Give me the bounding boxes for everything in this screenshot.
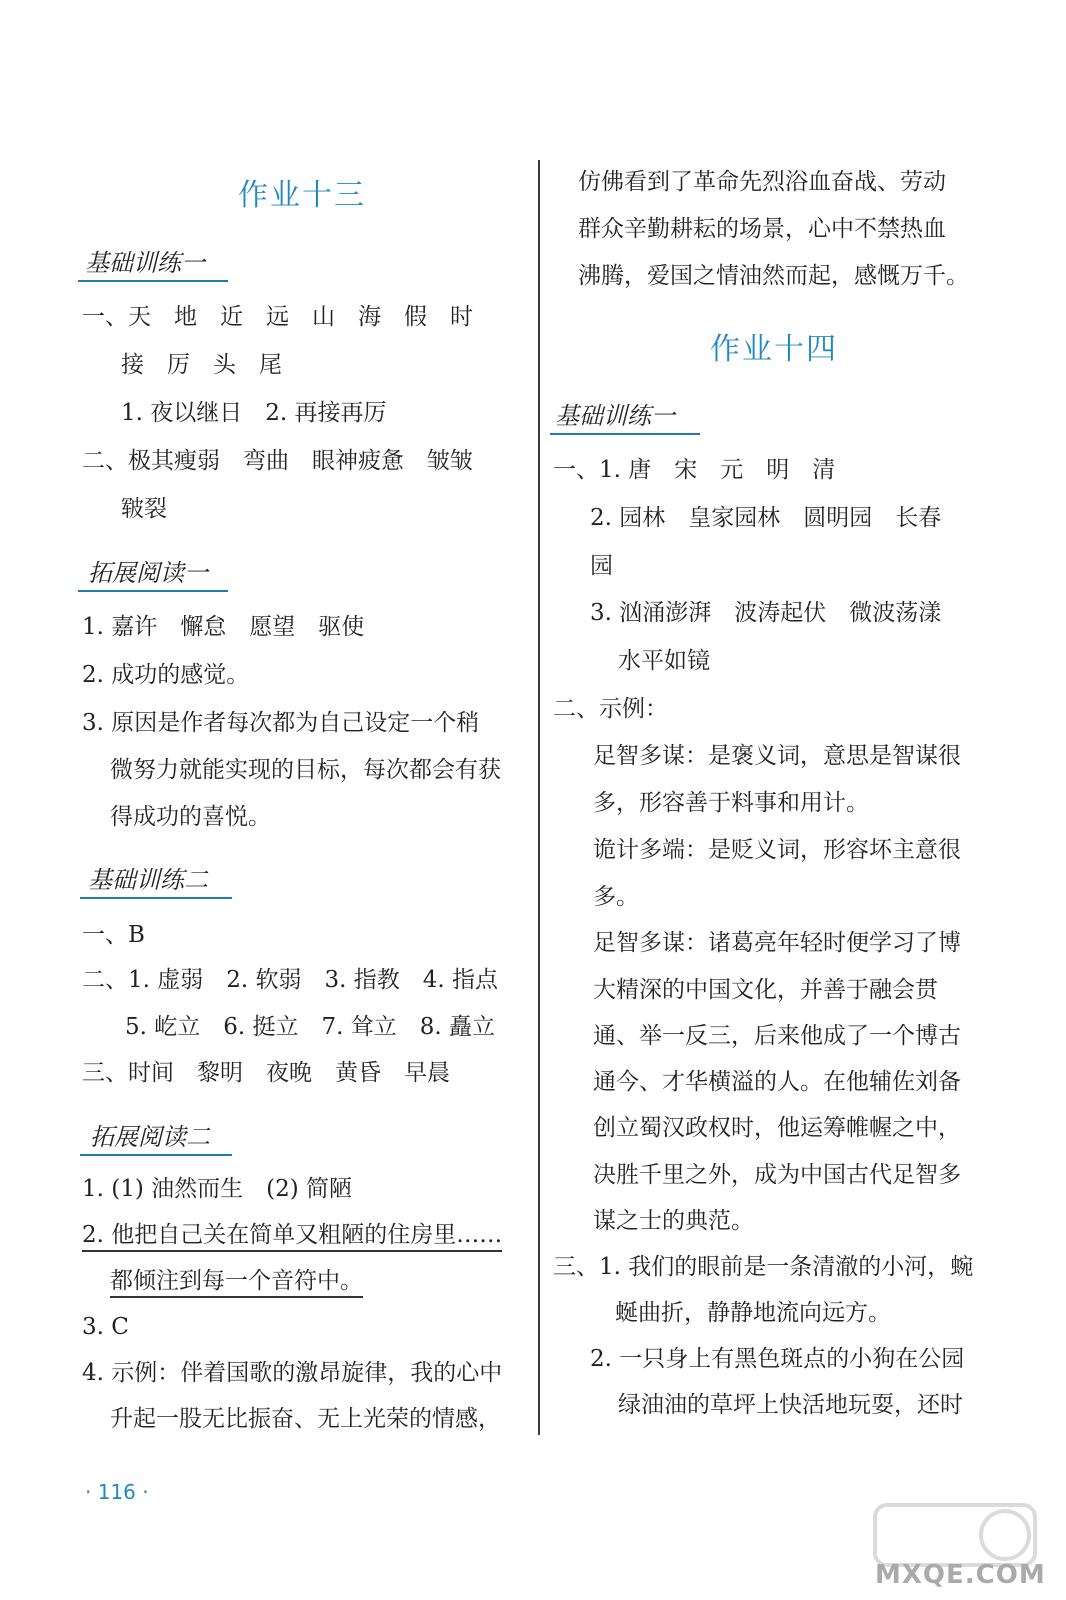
text-line: 1. 嘉许 懈怠 愿望 驱使	[82, 614, 365, 640]
watermark-text: MXQE.COM	[875, 1560, 1046, 1590]
text-line: 谋之士的典范。	[593, 1208, 754, 1234]
text-line: 得成功的喜悦。	[110, 804, 271, 830]
text-line: 蜒曲折，静静地流向远方。	[615, 1300, 891, 1326]
text-line: 皲裂	[121, 496, 167, 522]
text-line: 水平如镜	[618, 648, 710, 674]
text-line: 三、1. 我们的眼前是一条清澈的小河，蜿	[553, 1254, 974, 1280]
text-line: 4. 示例：伴着国歌的激昂旋律，我的心中	[82, 1360, 503, 1386]
section-basic-training-2: 基础训练二	[88, 866, 208, 894]
text-line: 群众辛勤耕耘的场景，心中不禁热血	[578, 216, 946, 242]
text-line: 诡计多端：是贬义词，形容坏主意很	[593, 837, 961, 863]
text-line: 大精深的中国文化，并善于融会贯	[593, 977, 938, 1003]
page-number: · 116 ·	[85, 1480, 149, 1504]
text-line: 园	[590, 553, 613, 579]
text-line: 3. 原因是作者每次都为自己设定一个稍	[82, 710, 480, 736]
section-extended-reading-2: 拓展阅读二	[90, 1123, 210, 1151]
section-underline	[78, 590, 228, 592]
text-line: 一、天 地 近 远 山 海 假 时	[82, 304, 473, 330]
text-line: 足智多谋：是褒义词，意思是智谋很	[593, 743, 961, 769]
section-underline	[80, 897, 232, 899]
text-line: 绿油油的草坪上快活地玩耍，还时	[618, 1392, 963, 1418]
text-line: 二、极其瘦弱 弯曲 眼神疲惫 皱皱	[82, 448, 473, 474]
homework-13-title: 作业十三	[238, 178, 366, 213]
text-line: 5. 屹立 6. 挺立 7. 耸立 8. 矗立	[125, 1014, 496, 1040]
text-line: 通今、才华横溢的人。在他辅佐刘备	[593, 1069, 961, 1095]
text-line: 2. 园林 皇家园林 圆明园 长春	[590, 505, 942, 531]
text-line: 微努力就能实现的目标，每次都会有获	[110, 757, 501, 783]
text-line: 1. 夜以继日 2. 再接再厉	[121, 400, 387, 426]
text-line: 仿佛看到了革命先烈浴血奋战、劳动	[578, 169, 946, 195]
text-line: 多，形容善于料事和用计。	[593, 790, 869, 816]
column-divider	[538, 160, 540, 1435]
underlined-sentence: 2. 他把自己关在简单又粗陋的住房里……	[82, 1222, 502, 1252]
homework-14-title: 作业十四	[710, 332, 838, 367]
text-line: 多。	[593, 884, 639, 910]
text-line: 2. 成功的感觉。	[82, 662, 250, 688]
text-line: 升起一股无比振奋、无上光荣的情感，	[110, 1406, 501, 1432]
section-basic-training-1: 基础训练一	[85, 249, 205, 277]
section-extended-reading-1: 拓展阅读一	[88, 559, 208, 587]
section-basic-training-1: 基础训练一	[555, 402, 675, 430]
underlined-sentence: 都倾注到每一个音符中。	[110, 1268, 363, 1298]
section-underline	[80, 1154, 232, 1156]
section-underline	[550, 433, 700, 435]
text-line: 二、示例：	[553, 696, 668, 722]
text-line: 三、时间 黎明 夜晚 黄昏 早晨	[82, 1060, 450, 1086]
text-line: 创立蜀汉政权时，他运筹帷幄之中，	[593, 1115, 961, 1141]
section-underline	[78, 280, 228, 282]
text-line: 二、1. 虚弱 2. 软弱 3. 指教 4. 指点	[82, 967, 499, 993]
text-line: 通、举一反三，后来他成了一个博古	[593, 1023, 961, 1049]
text-line: 3. 汹涌澎湃 波涛起伏 微波荡漾	[590, 600, 942, 626]
text-line: 足智多谋：诸葛亮年轻时便学习了博	[593, 930, 961, 956]
text-line: 1. (1) 油然而生 (2) 简陋	[82, 1176, 353, 1202]
text-line: 一、1. 唐 宋 元 明 清	[553, 457, 836, 483]
text-line: 决胜千里之外，成为中国古代足智多	[593, 1162, 961, 1188]
text-line	[110, 1266, 363, 1296]
text-line: 一、B	[82, 922, 145, 948]
text-line	[82, 1220, 502, 1250]
text-line: 接 厉 头 尾	[121, 352, 282, 378]
text-line: 2. 一只身上有黑色斑点的小狗在公园	[590, 1346, 965, 1372]
text-line: 沸腾，爱国之情油然而起，感慨万千。	[578, 263, 969, 289]
text-line: 3. C	[82, 1314, 129, 1340]
